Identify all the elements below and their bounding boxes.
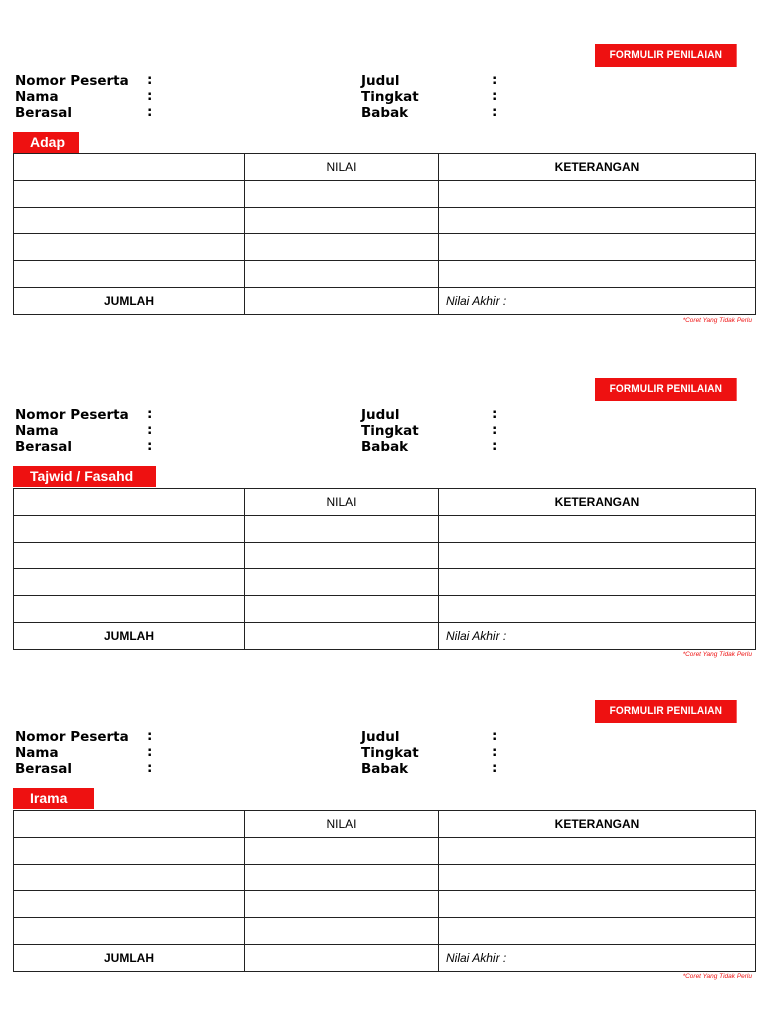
table-cell[interactable] xyxy=(14,891,245,918)
field-colon: : xyxy=(492,744,498,760)
field-label-nomor-peserta: Nomor Peserta xyxy=(15,407,129,423)
final-score-label: Nilai Akhir : xyxy=(439,287,756,314)
field-label-babak: Babak xyxy=(361,439,409,455)
table-cell[interactable] xyxy=(14,918,245,945)
table-cell[interactable] xyxy=(245,207,439,234)
table-cell[interactable] xyxy=(14,207,245,234)
header-nilai: NILAI xyxy=(245,489,439,516)
form-title-badge: FORMULIR PENILAIAN AZAN xyxy=(595,44,737,67)
field-colon: : xyxy=(147,760,153,776)
table-row xyxy=(14,891,756,918)
field-label-berasal: Berasal xyxy=(15,105,72,121)
table-cell[interactable] xyxy=(439,261,756,288)
table-cell[interactable] xyxy=(245,864,439,891)
table-cell[interactable] xyxy=(439,596,756,623)
field-colon: : xyxy=(147,422,153,438)
table-cell xyxy=(14,811,245,838)
table-cell[interactable] xyxy=(245,542,439,569)
table-cell[interactable] xyxy=(14,261,245,288)
table-cell[interactable] xyxy=(245,234,439,261)
header-keterangan: KETERANGAN xyxy=(439,811,756,838)
header-nilai: NILAI xyxy=(245,154,439,181)
table-header-row xyxy=(14,154,756,181)
field-colon: : xyxy=(492,406,498,422)
table-row xyxy=(14,569,756,596)
field-colon: : xyxy=(492,104,498,120)
footnote: *Coret Yang Tidak Perlu xyxy=(682,317,752,324)
final-score-label: Nilai Akhir : xyxy=(439,944,756,971)
table-cell[interactable] xyxy=(439,569,756,596)
table-row xyxy=(14,918,756,945)
total-value-cell[interactable] xyxy=(245,622,439,649)
score-table xyxy=(13,488,756,650)
footnote: *Coret Yang Tidak Perlu xyxy=(682,651,752,658)
table-header-row xyxy=(14,489,756,516)
table-cell[interactable] xyxy=(14,515,245,542)
table-cell[interactable] xyxy=(245,180,439,207)
table-row xyxy=(14,837,756,864)
field-colon: : xyxy=(492,728,498,744)
table-total-row xyxy=(14,287,756,314)
field-label-nama: Nama xyxy=(15,89,59,105)
table-cell[interactable] xyxy=(439,864,756,891)
table-total-row xyxy=(14,944,756,971)
field-colon: : xyxy=(147,104,153,120)
table-cell xyxy=(14,154,245,181)
table-row xyxy=(14,515,756,542)
total-label: JUMLAH xyxy=(14,622,245,649)
table-cell[interactable] xyxy=(14,542,245,569)
table-cell xyxy=(14,489,245,516)
field-label-tingkat: Tingkat xyxy=(361,423,419,439)
table-row xyxy=(14,234,756,261)
table-row xyxy=(14,542,756,569)
table-cell[interactable] xyxy=(14,569,245,596)
table-cell[interactable] xyxy=(14,234,245,261)
field-colon: : xyxy=(147,728,153,744)
table-cell[interactable] xyxy=(439,515,756,542)
table-cell[interactable] xyxy=(245,837,439,864)
field-label-nomor-peserta: Nomor Peserta xyxy=(15,729,129,745)
table-cell[interactable] xyxy=(14,180,245,207)
total-label: JUMLAH xyxy=(14,944,245,971)
field-label-babak: Babak xyxy=(361,761,409,777)
header-keterangan: KETERANGAN xyxy=(439,489,756,516)
field-label-judul: Judul xyxy=(361,729,400,745)
field-label-judul: Judul xyxy=(361,73,400,89)
table-cell[interactable] xyxy=(245,596,439,623)
table-cell[interactable] xyxy=(14,837,245,864)
header-keterangan: KETERANGAN xyxy=(439,154,756,181)
table-cell[interactable] xyxy=(14,596,245,623)
table-cell[interactable] xyxy=(245,261,439,288)
table-cell[interactable] xyxy=(439,207,756,234)
field-colon: : xyxy=(492,88,498,104)
section-tag-irama: Irama xyxy=(13,788,94,809)
section-tag-adap: Adap xyxy=(13,132,79,153)
footnote: *Coret Yang Tidak Perlu xyxy=(682,973,752,980)
table-row xyxy=(14,180,756,207)
field-colon: : xyxy=(147,438,153,454)
table-cell[interactable] xyxy=(439,837,756,864)
field-colon: : xyxy=(147,406,153,422)
form-title-badge: FORMULIR PENILAIAN AZAN xyxy=(595,700,737,723)
table-row xyxy=(14,207,756,234)
table-cell[interactable] xyxy=(439,918,756,945)
field-label-nama: Nama xyxy=(15,423,59,439)
field-label-judul: Judul xyxy=(361,407,400,423)
field-label-berasal: Berasal xyxy=(15,761,72,777)
field-colon: : xyxy=(147,72,153,88)
field-label-tingkat: Tingkat xyxy=(361,745,419,761)
table-total-row xyxy=(14,622,756,649)
score-table xyxy=(13,810,756,972)
field-colon: : xyxy=(492,72,498,88)
assessment-form-2 xyxy=(0,378,768,668)
field-label-berasal: Berasal xyxy=(15,439,72,455)
table-cell[interactable] xyxy=(439,542,756,569)
field-label-nomor-peserta: Nomor Peserta xyxy=(15,73,129,89)
table-cell[interactable] xyxy=(439,234,756,261)
score-table xyxy=(13,153,756,315)
table-cell[interactable] xyxy=(439,180,756,207)
field-label-nama: Nama xyxy=(15,745,59,761)
field-colon: : xyxy=(492,760,498,776)
table-cell[interactable] xyxy=(245,515,439,542)
table-row xyxy=(14,261,756,288)
table-cell[interactable] xyxy=(245,569,439,596)
table-header-row xyxy=(14,811,756,838)
field-colon: : xyxy=(147,88,153,104)
total-label: JUMLAH xyxy=(14,287,245,314)
total-value-cell[interactable] xyxy=(245,287,439,314)
field-label-babak: Babak xyxy=(361,105,409,121)
assessment-form-1 xyxy=(0,44,768,334)
table-row xyxy=(14,596,756,623)
total-value-cell[interactable] xyxy=(245,944,439,971)
header-nilai: NILAI xyxy=(245,811,439,838)
field-colon: : xyxy=(492,438,498,454)
form-title-badge: FORMULIR PENILAIAN AZAN xyxy=(595,378,737,401)
table-cell[interactable] xyxy=(245,918,439,945)
assessment-form-3 xyxy=(0,700,768,990)
table-cell[interactable] xyxy=(439,891,756,918)
table-cell[interactable] xyxy=(245,891,439,918)
field-colon: : xyxy=(492,422,498,438)
field-label-tingkat: Tingkat xyxy=(361,89,419,105)
section-tag-tajwid: Tajwid / Fasahd xyxy=(13,466,156,487)
table-row xyxy=(14,864,756,891)
final-score-label: Nilai Akhir : xyxy=(439,622,756,649)
table-cell[interactable] xyxy=(14,864,245,891)
field-colon: : xyxy=(147,744,153,760)
